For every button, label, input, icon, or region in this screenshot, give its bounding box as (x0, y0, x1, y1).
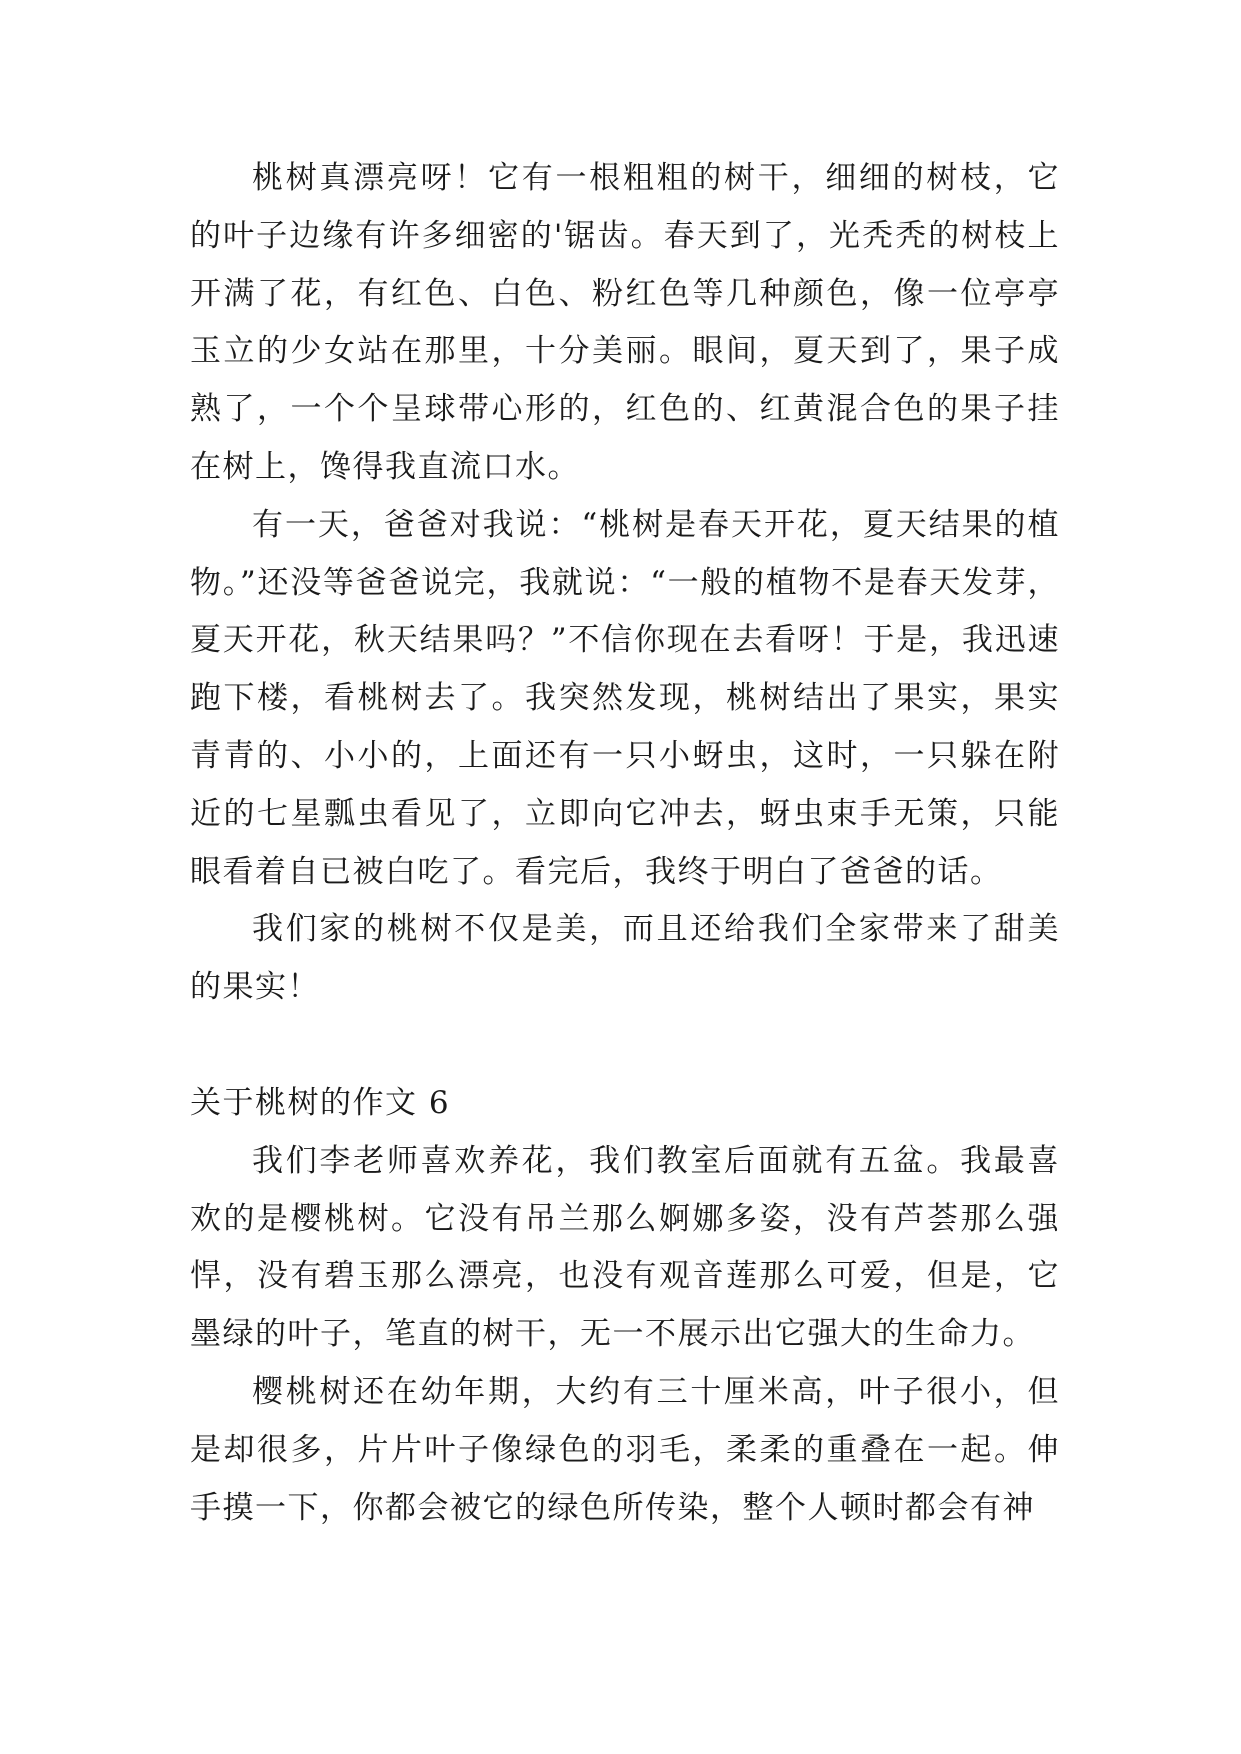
paragraph-peach-tree-description: 桃树真漂亮呀！它有一根粗粗的树干，细细的树枝，它的叶子边缘有许多细密的'锯齿。春天到了，光秃秃的树枝上开满了花，有红色、白色、粉红色等几种颜色，像一位亭亭玉立的少女站在那里，十分美丽。眼间，夏天到了，果子成熟了，一个个呈球带心形的，红色的、红黄混合色的果子挂在树上，馋得我直流口水。 (190, 160, 1060, 485)
document-body (190, 150, 1060, 1537)
section-title: 关于桃树的作文 6 (190, 1084, 451, 1121)
paragraph-father-conversation: 有一天，爸爸对我说：“桃树是春天开花，夏天结果的植物。”还没等爸爸说完，我就说：“一般的植物不是春天发芽，夏天开花，秋天结果吗？”不信你现在去看呀！于是，我迅速跑下楼，看桃树去了。我突然发现，桃树结出了果实，果实青青的、小小的，上面还有一只小蚜虫，这时，一只躲在附近的七星瓢虫看见了，立即向它冲去，蚜虫束手无策，只能眼看着自已被白吃了。看完后，我终于明白了爸爸的话。 (190, 506, 1060, 890)
paragraph-conclusion: 我们家的桃树不仅是美，而且还给我们全家带来了甜美的果实！ (190, 911, 1060, 1006)
paragraph-cherry-tree-leaves: 樱桃树还在幼年期，大约有三十厘米高，叶子很小，但是却很多，片片叶子像绿色的羽毛，柔柔的重叠在一起。伸手摸一下，你都会被它的绿色所传染，整个人顿时都会有神 (190, 1373, 1060, 1526)
paragraph-cherry-tree-intro: 我们李老师喜欢养花，我们教室后面就有五盆。我最喜欢的是樱桃树。它没有吊兰那么婀娜多姿，没有芦荟那么强悍，没有碧玉那么漂亮，也没有观音莲那么可爱，但是，它墨绿的叶子，笔直的树干，无一不展示出它强大的生命力。 (190, 1142, 1060, 1353)
